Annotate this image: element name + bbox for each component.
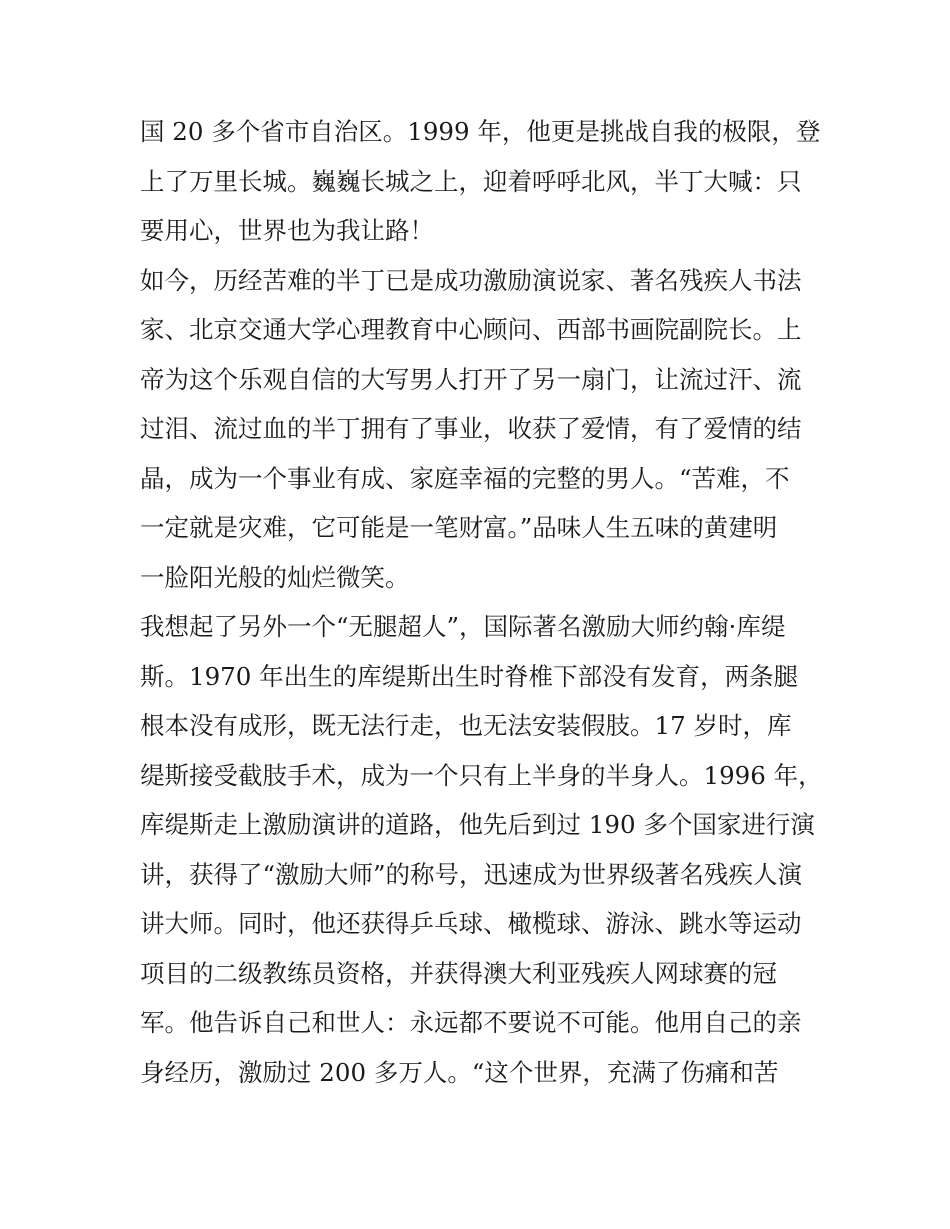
text-line: 如今，历经苦难的半丁已是成功激励演说家、著名残疾人书法 (140, 265, 802, 295)
text-line: 身经历，激励过 200 多万人。“这个世界，充满了伤痛和苦 (140, 1057, 779, 1087)
text-line: 根本没有成形，既无法行走，也无法安装假肢。17 岁时，库 (140, 711, 792, 740)
text-line: 晶，成为一个事业有成、家庭幸福的完整的男人。“苦难，不 (140, 463, 790, 493)
text-line: 家、北京交通大学心理教育中心顾问、西部书画院副院长。上 (140, 315, 802, 344)
text-line: 库缇斯走上激励演讲的道路，他先后到过 190 多个国家进行演 (140, 810, 815, 839)
text-line: 一脸阳光般的灿烂微笑。 (140, 562, 410, 592)
text-line: 军。他告诉自己和世人：永远都不要说不可能。他用自己的亲 (140, 1008, 802, 1037)
body-text (140, 107, 823, 1097)
text-line: 讲，获得了“激励大师”的称号，迅速成为世界级著名残疾人演 (140, 859, 803, 889)
text-line: 一定就是灾难，它可能是一笔财富。”品味人生五味的黄建明 (140, 513, 778, 542)
text-line: 项目的二级教练员资格，并获得澳大利亚残疾人网球赛的冠 (140, 958, 777, 988)
text-line: 上了万里长城。巍巍长城之上，迎着呼呼北风，半丁大喊：只 (140, 166, 802, 196)
text-line: 要用心，世界也为我让路！ (140, 216, 434, 245)
text-line: 我想起了另外一个“无腿超人”，国际著名激励大师约翰·库缇 (140, 612, 786, 641)
text-line: 过泪、流过血的半丁拥有了事业，收获了爱情，有了爱情的结 (140, 414, 802, 443)
text-line: 国 20 多个省市自治区。1999 年，他更是挑战自我的极限，登 (140, 117, 821, 146)
text-line: 斯。1970 年出生的库缇斯出生时脊椎下部没有发育，两条腿 (140, 661, 799, 691)
text-line: 讲大师。同时，他还获得乒乓球、橄榄球、游泳、跳水等运动 (140, 909, 802, 938)
text-line: 缇斯接受截肢手术，成为一个只有上半身的半身人。1996 年， (140, 760, 823, 790)
text-line: 帝为这个乐观自信的大写男人打开了另一扇门，让流过汗、流 (140, 364, 802, 394)
